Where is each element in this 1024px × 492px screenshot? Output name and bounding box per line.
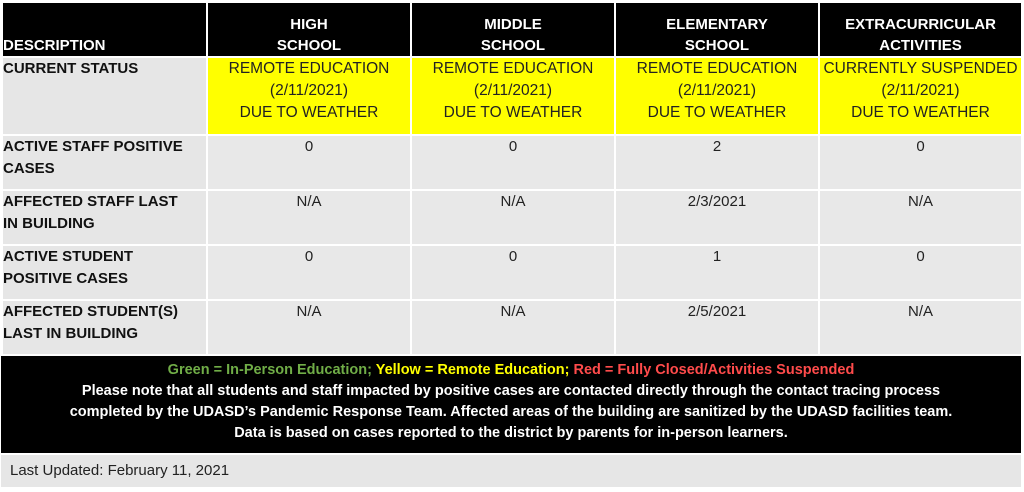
header-label-line2: SCHOOL [480, 37, 546, 54]
color-legend [1, 360, 1021, 381]
header-high-school [207, 2, 411, 57]
header-middle-school [411, 2, 615, 57]
row-label-line1: ACTIVE STUDENT [3, 248, 134, 265]
header-label-line2: ACTIVITIES [879, 37, 962, 54]
status-date: (2/11/2021) [881, 82, 960, 99]
status-line: CURRENTLY SUSPENDED [823, 60, 1018, 77]
table-cell: N/A [207, 190, 411, 245]
legend-green: Green = In-Person Education; [167, 362, 372, 378]
table-cell: 1 [615, 245, 819, 300]
header-elementary-school [615, 2, 819, 57]
status-reason: DUE TO WEATHER [443, 104, 583, 121]
header-description [2, 2, 207, 57]
header-label-line2: SCHOOL [276, 37, 342, 54]
status-table [1, 1, 1023, 356]
table-cell: 2/3/2021 [615, 190, 819, 245]
status-reason: DUE TO WEATHER [851, 104, 990, 121]
last-updated-footer [1, 455, 1021, 487]
status-date: (2/11/2021) [269, 82, 349, 99]
table-row-active-student-cases [2, 245, 1022, 300]
header-label-line2: SCHOOL [684, 37, 750, 54]
row-label-line2: IN BUILDING [3, 215, 95, 232]
table-row-active-staff-cases [2, 135, 1022, 190]
header-extracurricular-activities [819, 2, 1022, 57]
header-label-line1: ELEMENTARY [666, 16, 768, 33]
notice-line: completed by the UDASD’s Pandemic Response Team. Affected areas of the building are sanitized by the UDASD facilities team. [69, 404, 953, 420]
last-updated-text: Last Updated: February 11, 2021 [10, 462, 230, 479]
table-cell: 0 [819, 135, 1022, 190]
table-cell: N/A [207, 300, 411, 355]
table-row-affected-staff-last-in-building [2, 190, 1022, 245]
current-status-row [2, 57, 1022, 135]
status-reason: DUE TO WEATHER [239, 104, 379, 121]
row-label [2, 190, 207, 245]
header-row [2, 2, 1022, 57]
row-label [2, 135, 207, 190]
status-cell-middle-school [411, 57, 615, 135]
row-label [2, 245, 207, 300]
status-reason: DUE TO WEATHER [647, 104, 787, 121]
table-cell: 2 [615, 135, 819, 190]
row-label-line1: AFFECTED STUDENT(S) [3, 303, 178, 320]
row-label-line2: POSITIVE CASES [3, 270, 129, 287]
table-cell: N/A [819, 300, 1022, 355]
table-cell: 0 [207, 135, 411, 190]
status-cell-extracurricular [819, 57, 1022, 135]
status-date: (2/11/2021) [677, 82, 757, 99]
notice-panel [1, 356, 1021, 453]
row-label [2, 300, 207, 355]
status-line: REMOTE EDUCATION [636, 60, 798, 77]
row-label-line1: AFFECTED STAFF LAST [3, 193, 178, 210]
legend-yellow: Yellow = Remote Education; [375, 362, 570, 378]
header-label-line1: MIDDLE [484, 16, 542, 33]
notice-line: Please note that all students and staff impacted by positive cases are contacted directly through the contact tracing process [81, 383, 941, 399]
covid-status-dashboard [1, 1, 1021, 489]
status-line: REMOTE EDUCATION [228, 60, 390, 77]
table-row-affected-students-last-in-building [2, 300, 1022, 355]
row-label-line2: CASES [3, 160, 55, 177]
header-description-label: DESCRIPTION [3, 37, 106, 54]
header-label-line1: HIGH [290, 16, 328, 33]
status-cell-high-school [207, 57, 411, 135]
table-cell: 2/5/2021 [615, 300, 819, 355]
row-label-line2: LAST IN BUILDING [3, 325, 138, 342]
status-line: REMOTE EDUCATION [432, 60, 594, 77]
table-cell: N/A [411, 190, 615, 245]
table-cell: 0 [819, 245, 1022, 300]
row-label-line1: ACTIVE STAFF POSITIVE [3, 138, 183, 155]
table-cell: 0 [411, 135, 615, 190]
status-cell-elementary-school [615, 57, 819, 135]
row-label-current-status: CURRENT STATUS [2, 57, 207, 135]
table-cell: 0 [411, 245, 615, 300]
notice-line: Data is based on cases reported to the district by parents for in-person learners. [234, 425, 788, 441]
status-date: (2/11/2021) [473, 82, 553, 99]
header-label-line1: EXTRACURRICULAR [845, 16, 996, 33]
legend-red: Red = Fully Closed/Activities Suspended [573, 362, 855, 378]
table-cell: 0 [207, 245, 411, 300]
table-cell: N/A [411, 300, 615, 355]
table-cell: N/A [819, 190, 1022, 245]
